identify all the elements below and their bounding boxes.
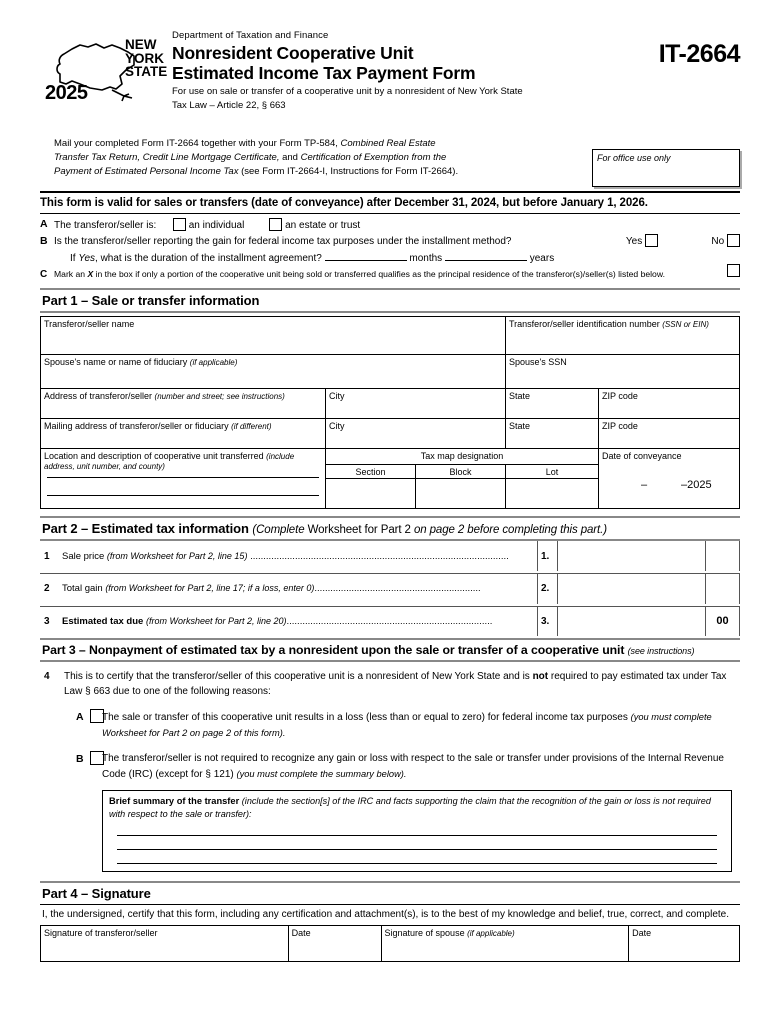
validity-statement: This form is valid for sales or transfers (date of conveyance) after December 31, 2024, but before January 1, 2026. bbox=[40, 197, 648, 209]
table-row bbox=[41, 355, 740, 389]
line4-text-a: This is to certify that the transferor/seller of this cooperative unit is a nonresident of New York State and is bbox=[64, 671, 533, 682]
mail-line3-italic: Payment of Estimated Personal Income Tax bbox=[54, 166, 239, 178]
label-mailing-address-note: (if different) bbox=[231, 422, 272, 431]
label-spouse-name-note: (if applicable) bbox=[189, 358, 238, 367]
label-date-1: Date bbox=[291, 927, 311, 938]
line4-text-not: not bbox=[532, 671, 549, 682]
tax-map-text: Tax map designation bbox=[420, 451, 504, 461]
question-b-yes-group bbox=[626, 234, 658, 248]
part2-table bbox=[40, 541, 740, 636]
reason-b-label: B bbox=[76, 753, 84, 765]
part1-bar bbox=[40, 288, 740, 313]
mailing-instructions-row bbox=[40, 137, 740, 187]
label-years: years bbox=[529, 253, 555, 264]
part3-heading-note: (see instructions) bbox=[627, 646, 695, 656]
label-state2: State bbox=[509, 421, 531, 431]
label-location: Location and description of cooperative unit transferred bbox=[44, 451, 267, 461]
b-sub-yes: Yes bbox=[78, 253, 96, 264]
label-signature-spouse-note: (if applicable) bbox=[467, 928, 515, 938]
label-spouse-name: Spouse's name or name of fiduciary bbox=[44, 357, 190, 367]
location-write-line-1[interactable] bbox=[47, 477, 319, 478]
part1-bottom-rule bbox=[40, 311, 740, 313]
label-date-2: Date bbox=[632, 927, 652, 938]
label-spouse-ssn: Spouse's SSN bbox=[509, 357, 567, 367]
checkbox-installment-no[interactable] bbox=[727, 234, 740, 247]
mailing-instructions bbox=[54, 137, 574, 180]
table-row bbox=[41, 389, 740, 419]
form-subtitle: For use on sale or transfer of a cooperative unit by a nonresident of New York State bbox=[172, 86, 523, 97]
reason-a-row bbox=[40, 710, 740, 741]
field-signature-transferor[interactable] bbox=[41, 925, 289, 961]
question-c-row bbox=[40, 268, 740, 281]
mail-line2-italic2: Certification of Exemption from the bbox=[300, 152, 447, 164]
brief-summary-bold: Brief summary of the transfer bbox=[109, 796, 242, 806]
part2-heading-n1: Worksheet for Part 2 bbox=[304, 524, 414, 536]
mail-line1-italic: Combined Real Estate bbox=[340, 138, 436, 149]
label-section bbox=[326, 465, 416, 479]
date-year-suffix: –2025 bbox=[681, 479, 712, 491]
part3-heading bbox=[40, 640, 740, 660]
question-b-row bbox=[40, 235, 740, 248]
reason-b-text: The transferor/seller is not required to recognize any gain or loss with respect to the sale or transfer under provisions of the Internal Revenue Code (IRC) (except for § 121) bbox=[102, 753, 724, 780]
years-input-line[interactable] bbox=[445, 251, 527, 261]
field-section[interactable] bbox=[326, 479, 416, 509]
line3-number: 3 bbox=[44, 615, 50, 627]
field-transferor-id[interactable] bbox=[506, 317, 740, 355]
question-b-label: B bbox=[40, 235, 48, 247]
logo-state-text: NEW YORK STATE bbox=[125, 37, 168, 79]
line2-amount-input[interactable] bbox=[558, 574, 706, 604]
line4-number: 4 bbox=[44, 671, 50, 682]
line3-description bbox=[62, 606, 538, 636]
line1-dots: .................................................................................................. bbox=[247, 550, 509, 562]
signature-table bbox=[40, 925, 740, 962]
brief-summary-label bbox=[109, 795, 725, 820]
label-transferor-id-note: (SSN or EIN) bbox=[662, 320, 709, 329]
form-title-line1: Nonresident Cooperative Unit bbox=[172, 43, 414, 63]
brief-summary-note: (include the section[s] of the IRC and facts supporting the claim that the recognition of the gain or loss is not required with respect to the sale or transfer): bbox=[109, 796, 711, 819]
part3-bar bbox=[40, 638, 740, 662]
line2-description bbox=[62, 574, 538, 604]
reason-a-label: A bbox=[76, 711, 84, 723]
label-signature-transferor: Signature of transferor/seller bbox=[44, 927, 158, 938]
certification-text: I, the undersigned, certify that this form, including any certification and attachment(s), is to the best of my knowledge and belief, true, correct, and complete. bbox=[42, 909, 730, 920]
label-yes: Yes bbox=[625, 236, 643, 247]
summary-write-line-1[interactable] bbox=[117, 835, 717, 836]
c-text-x: X bbox=[87, 269, 94, 279]
part2-bar bbox=[40, 516, 740, 541]
line1-label-note: (from Worksheet for Part 2, line 15) bbox=[106, 550, 248, 561]
reason-b-note: (you must complete the summary below). bbox=[236, 768, 407, 779]
label-months: months bbox=[409, 253, 443, 264]
field-city[interactable] bbox=[326, 389, 506, 419]
b-sub-text: , what is the duration of the installment agreement? bbox=[95, 253, 322, 264]
reason-a-note: (you must complete Worksheet for Part 2 on page 2 of this form). bbox=[102, 712, 712, 738]
table-row bbox=[40, 574, 740, 604]
line1-amount-input[interactable] bbox=[558, 541, 706, 571]
table-row bbox=[41, 449, 740, 465]
label-signature-spouse: Signature of spouse bbox=[384, 927, 468, 938]
line3-amount-input[interactable] bbox=[558, 606, 706, 636]
question-a-label: A bbox=[40, 218, 48, 230]
field-spouse-ssn[interactable] bbox=[506, 355, 740, 389]
field-state2[interactable] bbox=[506, 419, 599, 449]
checkbox-reason-b[interactable] bbox=[90, 751, 104, 765]
line1-label: Sale price bbox=[62, 550, 107, 562]
line3-cents: 00 bbox=[706, 606, 740, 636]
block-text: Block bbox=[449, 467, 472, 477]
label-transferor-name: Transferor/seller name bbox=[44, 319, 135, 329]
form-title-line2: Estimated Income Tax Payment Form bbox=[172, 63, 476, 83]
field-lot[interactable] bbox=[506, 479, 599, 509]
logo-year: 2025 bbox=[45, 82, 88, 104]
summary-write-line-3[interactable] bbox=[117, 863, 717, 864]
field-zip2[interactable] bbox=[599, 419, 740, 449]
part3-heading-bold: Part 3 – Nonpayment of estimated tax by a nonresident upon the sale or transfer of a cooperative unit bbox=[42, 643, 628, 657]
field-zip[interactable] bbox=[599, 389, 740, 419]
checkbox-installment-yes[interactable] bbox=[645, 234, 658, 247]
label-location-note: (include address, unit number, and county) bbox=[44, 452, 295, 471]
c-text-b: in the box if only a portion of the cooperative unit being sold or transferred qualifies as the principal residence of the transferor(s)/seller(s) listed below. bbox=[93, 269, 665, 279]
form-header bbox=[40, 30, 740, 135]
part1-table bbox=[40, 316, 740, 509]
table-row bbox=[41, 419, 740, 449]
field-transferor-name[interactable] bbox=[41, 317, 506, 355]
line2-dots: ............................................................... bbox=[314, 583, 481, 595]
label-city: City bbox=[329, 391, 345, 401]
question-c-label: C bbox=[40, 269, 48, 280]
field-state[interactable] bbox=[506, 389, 599, 419]
label-zip2: ZIP code bbox=[602, 421, 638, 431]
part4-bar bbox=[40, 881, 740, 905]
line3-dots: .............................................................................. bbox=[286, 615, 493, 627]
summary-write-line-2[interactable] bbox=[117, 849, 717, 850]
line1-cents bbox=[706, 541, 740, 571]
line1-description bbox=[62, 541, 538, 571]
department-label: Department of Taxation and Finance bbox=[172, 30, 329, 41]
for-office-use-only-box: For office use only bbox=[592, 149, 740, 187]
reason-b-row bbox=[40, 752, 740, 782]
field-location-description[interactable] bbox=[41, 449, 326, 509]
questions-abc-block bbox=[40, 214, 740, 281]
table-row bbox=[41, 925, 740, 961]
question-b-sub-row bbox=[40, 251, 740, 265]
label-block bbox=[416, 465, 506, 479]
part2-heading bbox=[40, 518, 740, 539]
mail-line2-and: and bbox=[279, 152, 301, 164]
label-no: No bbox=[711, 236, 725, 247]
checkbox-reason-a[interactable] bbox=[90, 709, 104, 723]
line1-number: 1 bbox=[44, 550, 50, 562]
part4-heading: Part 4 – Signature bbox=[42, 886, 151, 901]
form-number: IT-2664 bbox=[658, 40, 740, 68]
table-row bbox=[40, 541, 740, 571]
location-write-line-2[interactable] bbox=[47, 495, 319, 496]
part2-heading-bold: Part 2 – Estimated tax information bbox=[42, 521, 253, 536]
field-date-of-conveyance[interactable] bbox=[599, 449, 740, 509]
field-mailing-address[interactable] bbox=[41, 419, 326, 449]
label-mailing-address: Mailing address of transferor/seller or fiduciary bbox=[44, 421, 232, 431]
line3-label: Estimated tax due bbox=[62, 615, 146, 627]
table-row bbox=[41, 317, 740, 355]
question-a-row bbox=[40, 218, 740, 232]
part2-heading-i1: (Complete bbox=[252, 524, 305, 536]
brief-summary-box[interactable] bbox=[102, 790, 732, 872]
label-date-of-conveyance: Date of conveyance bbox=[602, 451, 682, 461]
part2-heading-i2: on page 2 before completing this part.) bbox=[413, 524, 607, 536]
label-address: Address of transferor/seller bbox=[44, 391, 155, 401]
date-dash-1: – bbox=[641, 479, 648, 491]
line2-linenum: 2. bbox=[538, 574, 558, 604]
months-input-line[interactable] bbox=[325, 251, 407, 261]
c-text-a: Mark an bbox=[54, 269, 88, 279]
label-city2: City bbox=[329, 421, 345, 431]
label-address-note: (number and street; see instructions) bbox=[154, 392, 285, 401]
line4-text-c: required to pay estimated tax under Tax Law § 663 due to one of the following reasons: bbox=[64, 671, 727, 697]
line2-number: 2 bbox=[44, 583, 50, 595]
tax-law-reference: Tax Law – Article 22, § 663 bbox=[172, 100, 286, 111]
header-text-block bbox=[172, 30, 602, 111]
line2-label: Total gain bbox=[62, 583, 106, 595]
label-tax-map-designation bbox=[326, 449, 599, 465]
field-address[interactable] bbox=[41, 389, 326, 419]
question-a-text: The transferor/seller is: bbox=[54, 220, 157, 231]
field-city2[interactable] bbox=[326, 419, 506, 449]
part3-body bbox=[40, 662, 740, 872]
line1-linenum: 1. bbox=[538, 541, 558, 571]
mail-line2-italic: Transfer Tax Return, Credit Line Mortgage Certificate, bbox=[54, 152, 280, 164]
label-transferor-id: Transferor/seller identification number bbox=[509, 319, 663, 329]
new-york-state-logo bbox=[45, 32, 170, 112]
lot-text: Lot bbox=[545, 467, 559, 477]
field-spouse-name[interactable] bbox=[41, 355, 506, 389]
line3-linenum: 3. bbox=[538, 606, 558, 636]
line2-cents bbox=[706, 574, 740, 604]
field-date-2[interactable] bbox=[629, 925, 740, 961]
certification-statement bbox=[40, 670, 740, 699]
checkbox-estate-or-trust[interactable] bbox=[269, 218, 282, 231]
field-block[interactable] bbox=[416, 479, 506, 509]
b-sub-pre: If bbox=[70, 253, 79, 264]
field-date-1[interactable] bbox=[288, 925, 381, 961]
question-b-text: Is the transferor/seller reporting the gain for federal income tax purposes under the installment method? bbox=[54, 236, 512, 247]
line2-label-note: (from Worksheet for Part 2, line 17; if a loss, enter 0) bbox=[105, 583, 315, 594]
mail-line3-plain: (see Form IT-2664-I, Instructions for Form IT-2664). bbox=[238, 166, 459, 178]
label-estate-or-trust: an estate or trust bbox=[285, 220, 361, 231]
question-b-no-group bbox=[711, 234, 740, 248]
field-signature-spouse[interactable] bbox=[381, 925, 629, 961]
label-individual: an individual bbox=[188, 220, 245, 231]
table-row bbox=[40, 606, 740, 636]
reason-a-text: The sale or transfer of this cooperative unit results in a loss (less than or equal to zero) for federal income tax purposes bbox=[102, 712, 631, 723]
label-lot bbox=[506, 465, 599, 479]
line3-label-note: (from Worksheet for Part 2, line 20) bbox=[145, 615, 287, 626]
checkbox-partial-principal-residence[interactable] bbox=[727, 264, 740, 277]
label-state: State bbox=[509, 391, 531, 401]
section-text: Section bbox=[355, 467, 386, 477]
checkbox-individual[interactable] bbox=[173, 218, 186, 231]
part1-heading: Part 1 – Sale or transfer information bbox=[42, 293, 260, 308]
mail-line1-plain: Mail your completed Form IT-2664 together with your Form TP-584, bbox=[54, 138, 341, 149]
label-zip: ZIP code bbox=[602, 391, 638, 401]
